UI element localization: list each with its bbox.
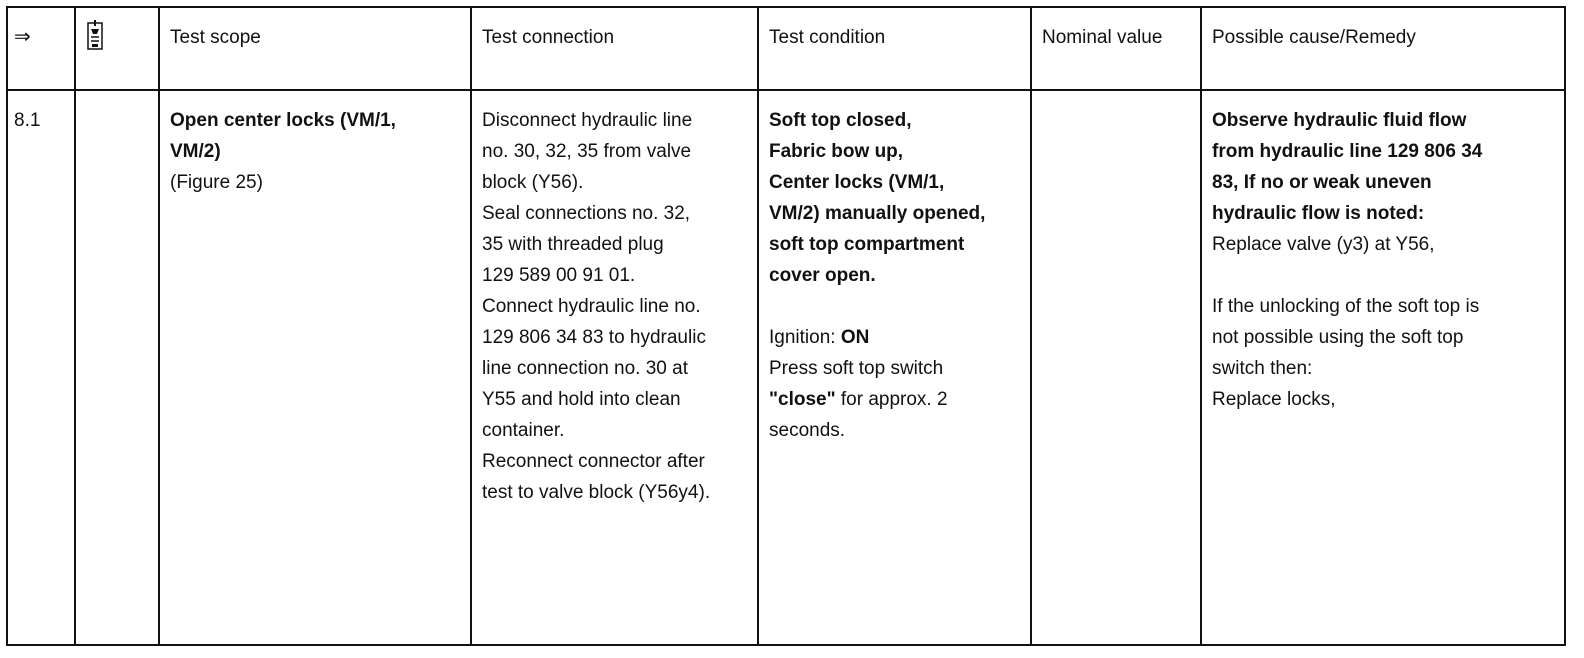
scope-figure-ref: (Figure 25) xyxy=(170,172,263,193)
replace-valve-line: Replace valve (y3) at Y56, xyxy=(1212,234,1435,255)
test-condition-header: Test condition xyxy=(758,7,1031,90)
connection-line: test to valve block (Y56y4). xyxy=(482,482,711,503)
connection-line: container. xyxy=(482,420,565,441)
remedy-line: from hydraulic line 129 806 34 xyxy=(1212,141,1483,162)
condition-line: Center locks (VM/1, xyxy=(769,172,945,193)
table-row xyxy=(7,90,1565,645)
possible-cause-header: Possible cause/Remedy xyxy=(1201,7,1565,90)
test-connection-cell xyxy=(471,90,758,645)
remedy-plain-line: switch then: xyxy=(1212,358,1313,379)
connection-line: Connect hydraulic line no. xyxy=(482,296,701,317)
close-word: "close" xyxy=(769,389,836,410)
spacer xyxy=(1212,260,1564,291)
test-page xyxy=(6,6,1564,646)
scope-title-line: VM/2) xyxy=(170,141,221,162)
remedy-plain-line: If the unlocking of the soft top is xyxy=(1212,296,1480,317)
connection-line: 129 806 34 83 to hydraulic xyxy=(482,327,706,348)
test-table xyxy=(6,6,1566,646)
remedy-plain-line: Replace locks, xyxy=(1212,389,1336,410)
condition-line: cover open. xyxy=(769,265,876,286)
ignition-value: ON xyxy=(840,327,870,348)
remedy-line: 83, If no or weak uneven xyxy=(1212,172,1432,193)
remedy-line: hydraulic flow is noted: xyxy=(1212,203,1425,224)
icon-header xyxy=(75,7,159,90)
test-scope-cell xyxy=(159,90,471,645)
tools-reference-icon xyxy=(85,20,105,52)
connection-line: Reconnect connector after xyxy=(482,451,705,472)
test-scope-header: Test scope xyxy=(159,7,471,90)
connection-line: block (Y56). xyxy=(482,172,584,193)
icon-cell-empty xyxy=(75,90,159,645)
connection-line: Seal connections no. 32, xyxy=(482,203,691,224)
remedy-plain-line: not possible using the soft top xyxy=(1212,327,1464,348)
step-number: 8.1 xyxy=(7,90,75,645)
condition-line: soft top compartment xyxy=(769,234,965,255)
connection-line: 35 with threaded plug xyxy=(482,234,664,255)
nominal-value-header: Nominal value xyxy=(1031,7,1201,90)
condition-line: Fabric bow up, xyxy=(769,141,904,162)
connection-line: Disconnect hydraulic line xyxy=(482,110,693,131)
test-condition-cell xyxy=(758,90,1031,645)
connection-line: Y55 and hold into clean xyxy=(482,389,681,410)
header-row xyxy=(7,7,1565,90)
scope-title-line: Open center locks (VM/1, xyxy=(170,110,396,131)
close-line xyxy=(769,384,1030,415)
connection-line: 129 589 00 91 01. xyxy=(482,265,636,286)
condition-line: Soft top closed, xyxy=(769,110,912,131)
seconds-line: seconds. xyxy=(769,420,846,441)
condition-line: VM/2) manually opened, xyxy=(769,203,986,224)
connection-line: no. 30, 32, 35 from valve xyxy=(482,141,692,162)
possible-cause-cell xyxy=(1201,90,1565,645)
connection-line: line connection no. 30 at xyxy=(482,358,688,379)
ignition-label: Ignition: xyxy=(769,327,841,348)
arrow-header: ⇒ xyxy=(7,7,75,90)
ignition-line xyxy=(769,322,1030,353)
test-connection-header: Test connection xyxy=(471,7,758,90)
nominal-value-cell xyxy=(1031,90,1201,645)
close-rest: for approx. 2 xyxy=(835,389,948,410)
remedy-line: Observe hydraulic fluid flow xyxy=(1212,110,1467,131)
press-switch-line: Press soft top switch xyxy=(769,358,944,379)
spacer xyxy=(769,291,1030,322)
